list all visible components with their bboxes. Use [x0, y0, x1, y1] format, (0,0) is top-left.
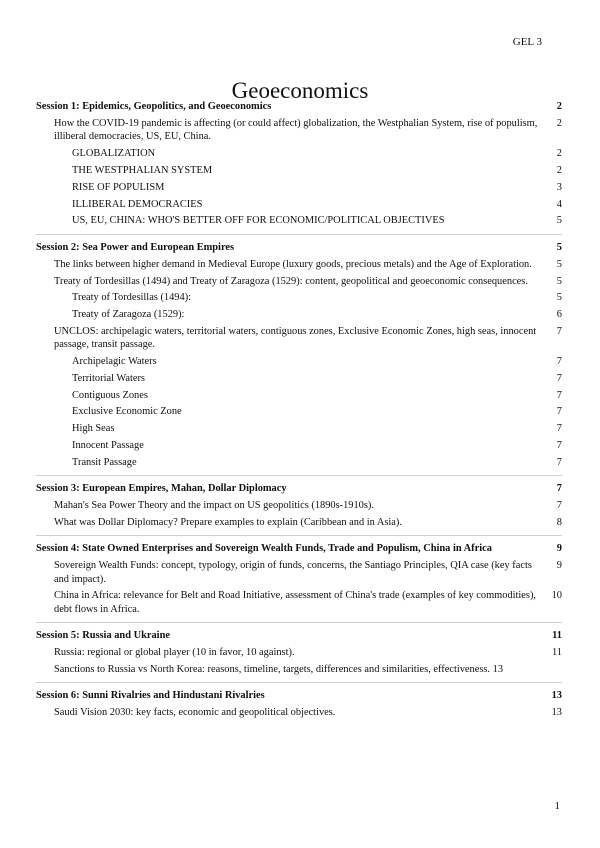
toc-entry[interactable] — [36, 646, 562, 659]
toc-page-number: 13 — [551, 707, 562, 719]
toc-page-number: 7 — [556, 423, 562, 435]
toc-entry[interactable] — [36, 291, 562, 304]
toc-entry[interactable] — [36, 372, 562, 385]
toc-entry-text: High Seas — [72, 423, 115, 435]
toc-session-heading[interactable] — [36, 482, 562, 495]
toc-entry-text: RISE OF POPULISM — [72, 181, 165, 193]
toc-heading-text: Session 3: European Empires, Mahan, Dollar Diplomacy — [36, 482, 287, 494]
toc-page-number: 5 — [556, 241, 562, 253]
toc-entry-text: Transit Passage — [72, 456, 137, 468]
toc-entry-text: Treaty of Tordesillas (1494) and Treaty of Zaragoza (1529): content, geopolitical and geoeconomic consequences. — [54, 275, 528, 287]
toc-page-number: 2 — [556, 165, 562, 176]
toc-session-heading[interactable] — [36, 241, 562, 254]
toc-page-number: 8 — [556, 516, 562, 528]
toc-entry[interactable] — [36, 589, 562, 615]
toc-page-number: 13 — [551, 689, 562, 701]
toc-entry-text: Treaty of Zaragoza (1529): — [72, 309, 185, 321]
toc-entry-text: US, EU, CHINA: WHO'S BETTER OFF FOR ECONOMIC/POLITICAL OBJECTIVES — [72, 215, 445, 227]
toc-page-number: 9 — [556, 560, 562, 572]
toc-entry-text: UNCLOS: archipelagic waters, territorial waters, contiguous zones, Exclusive Economic Zones, high seas, innocent passage, transit passage. — [54, 325, 537, 351]
toc-entry[interactable] — [36, 325, 562, 351]
toc-entry-text: China in Africa: relevance for Belt and Road Initiative, assessment of China's trade (examples of key commodities), debt flows in Africa. — [54, 590, 537, 615]
table-of-contents — [36, 100, 562, 725]
toc-heading-text: Session 2: Sea Power and European Empires — [36, 241, 235, 253]
toc-page-number: 5 — [556, 292, 562, 304]
toc-page-number: 2 — [556, 148, 562, 160]
toc-page-number: 6 — [556, 309, 562, 321]
toc-entry[interactable] — [36, 275, 562, 288]
toc-page-number: 5 — [556, 215, 562, 227]
toc-page-number: 7 — [556, 325, 562, 337]
toc-page-number: 7 — [556, 456, 562, 468]
toc-page-number: 7 — [556, 439, 562, 451]
toc-page-number: 9 — [556, 543, 562, 555]
toc-entry-text: Saudi Vision 2030: key facts, economic and geopolitical objectives. — [54, 707, 336, 719]
toc-page-number: 2 — [556, 118, 562, 130]
toc-entry[interactable] — [36, 164, 562, 177]
toc-entry-text: THE WESTPHALIAN SYSTEM — [72, 165, 213, 176]
toc-session-4 — [36, 535, 562, 616]
toc-page-number: 11 — [551, 646, 562, 658]
toc-page-number: 7 — [556, 389, 562, 401]
toc-entry-text: Contiguous Zones — [72, 389, 148, 401]
toc-entry-text: Sanctions to Russia vs North Korea: reasons, timeline, targets, differences and similarities, effectiveness. — [54, 663, 491, 675]
toc-entry[interactable] — [36, 181, 562, 194]
toc-entry[interactable] — [36, 214, 562, 227]
toc-entry[interactable] — [36, 405, 562, 418]
toc-session-2 — [36, 234, 562, 469]
toc-page-number: 5 — [556, 258, 562, 270]
toc-entry[interactable] — [36, 439, 562, 452]
toc-entry-text: Innocent Passage — [72, 439, 144, 451]
toc-entry-text: Archipelagic Waters — [72, 355, 157, 367]
toc-page-number: 5 — [556, 275, 562, 287]
toc-entry[interactable] — [36, 422, 562, 435]
toc-session-heading[interactable] — [36, 629, 562, 642]
toc-entry[interactable] — [36, 147, 562, 160]
toc-entry[interactable] — [36, 559, 562, 585]
toc-entry-text: Treaty of Tordesillas (1494): — [72, 292, 192, 304]
toc-entry-text: The links between higher demand in Medieval Europe (luxury goods, precious metals) and the Age of Exploration. — [54, 258, 532, 270]
toc-entry-text: ILLIBERAL DEMOCRACIES — [72, 198, 203, 210]
toc-heading-text: Session 1: Epidemics, Geopolitics, and Geoeconomics — [36, 101, 272, 112]
toc-page-number: 7 — [556, 482, 562, 494]
toc-page-number: 10 — [551, 590, 562, 602]
toc-entry-text: Sovereign Wealth Funds: concept, typology, origin of funds, concerns, the Santiago Principles, QIA case (key facts and impact). — [54, 560, 532, 585]
toc-entry[interactable] — [36, 706, 562, 719]
toc-entry[interactable] — [36, 499, 562, 512]
toc-entry[interactable] — [36, 663, 562, 676]
toc-page-number: 7 — [556, 355, 562, 367]
toc-page-number: 3 — [556, 181, 562, 193]
toc-entry-text: What was Dollar Diplomacy? Prepare examples to explain (Caribbean and in Asia). — [54, 516, 402, 528]
toc-entry[interactable] — [36, 198, 562, 211]
toc-entry-text: Mahan's Sea Power Theory and the impact on US geopolitics (1890s-1910s). — [54, 500, 374, 512]
toc-session-heading[interactable] — [36, 542, 562, 555]
toc-page-number: 7 — [556, 500, 562, 512]
toc-entry[interactable] — [36, 516, 562, 529]
toc-entry-text: Exclusive Economic Zone — [72, 406, 182, 418]
toc-page-number: 13 — [492, 663, 504, 675]
toc-entry[interactable] — [36, 355, 562, 368]
toc-page-number: 7 — [556, 372, 562, 384]
toc-entry-text: GLOBALIZATION — [72, 148, 156, 160]
toc-heading-text: Session 6: Sunni Rivalries and Hindustani Rivalries — [36, 689, 265, 701]
toc-session-5 — [36, 622, 562, 676]
toc-entry[interactable] — [36, 389, 562, 402]
toc-session-heading[interactable] — [36, 100, 562, 113]
toc-page-number: 4 — [556, 198, 562, 210]
toc-entry[interactable] — [36, 308, 562, 321]
toc-page-number: 7 — [556, 406, 562, 418]
toc-page-number: 2 — [556, 101, 562, 112]
toc-page-number: 11 — [552, 629, 562, 641]
toc-session-6 — [36, 682, 562, 719]
document-title: Geoeconomics — [231, 78, 369, 104]
toc-session-heading[interactable] — [36, 689, 562, 702]
toc-entry[interactable] — [36, 456, 562, 469]
toc-session-3 — [36, 475, 562, 529]
toc-entry[interactable] — [36, 258, 562, 271]
toc-session-1 — [36, 100, 562, 228]
toc-entry-text: Russia: regional or global player (10 in favor, 10 against). — [54, 646, 295, 658]
toc-heading-text: Session 4: State Owned Enterprises and Sovereign Wealth Funds, Trade and Populism, China in Africa — [36, 543, 492, 555]
toc-entry[interactable] — [36, 117, 562, 143]
toc-entry-text: Territorial Waters — [72, 372, 145, 384]
toc-entry-text: How the COVID-19 pandemic is affecting (or could affect) globalization, the Westphalian System, rise of populism, illiberal democracies, US, EU, China. — [54, 118, 538, 143]
page-number: 1 — [554, 800, 560, 812]
toc-heading-text: Session 5: Russia and Ukraine — [36, 629, 170, 641]
document-code: GEL 3 — [512, 36, 542, 48]
